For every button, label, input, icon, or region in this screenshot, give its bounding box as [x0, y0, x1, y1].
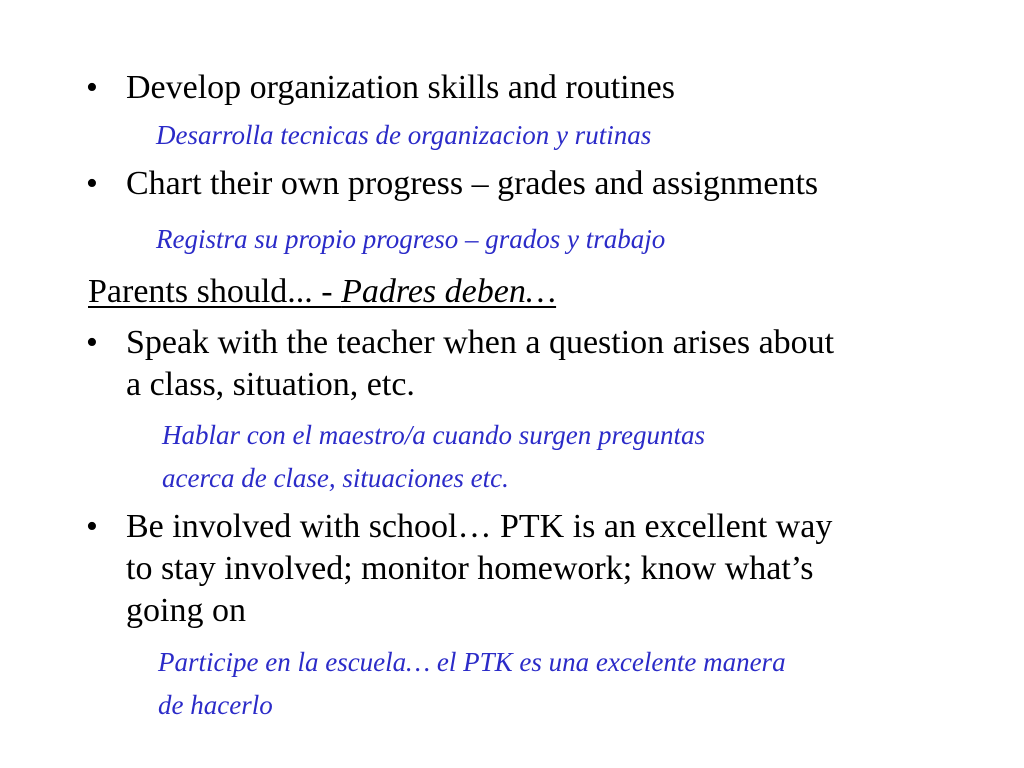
bullet-text-progress: Chart their own progress – grades and assignments — [126, 165, 819, 202]
translation-involved-line1: Participe en la escuela… el PTK es una excelente manera — [158, 647, 786, 677]
bullet-text-speak-line1: Speak with the teacher when a question arises about — [126, 324, 835, 361]
translation-speak-line2: acerca de clase, situaciones etc. — [162, 463, 509, 493]
translation-progress: Registra su propio progreso – grados y trabajo — [156, 224, 666, 254]
translation-organization: Desarrolla tecnicas de organizacion y rutinas — [156, 120, 652, 150]
parents-heading — [88, 272, 556, 312]
translation-involved-line2: de hacerlo — [158, 690, 273, 720]
bullet-icon: • — [86, 165, 98, 202]
bullet-icon: • — [86, 508, 98, 545]
parents-heading-english: Parents should... - — [88, 273, 342, 310]
bullet-text-organization: Develop organization skills and routines — [126, 69, 675, 106]
bullet-text-involved-line3: going on — [126, 592, 246, 629]
translation-speak-line1: Hablar con el maestro/a cuando surgen preguntas — [162, 420, 705, 450]
parents-heading-spanish: Padres deben… — [341, 273, 557, 310]
bullet-icon: • — [86, 324, 98, 361]
bullet-text-involved-line2: to stay involved; monitor homework; know what’s — [126, 550, 814, 587]
bullet-icon: • — [86, 69, 98, 106]
bullet-text-involved-line1: Be involved with school… PTK is an excellent way — [126, 508, 833, 545]
bullet-text-speak-line2: a class, situation, etc. — [126, 366, 415, 403]
